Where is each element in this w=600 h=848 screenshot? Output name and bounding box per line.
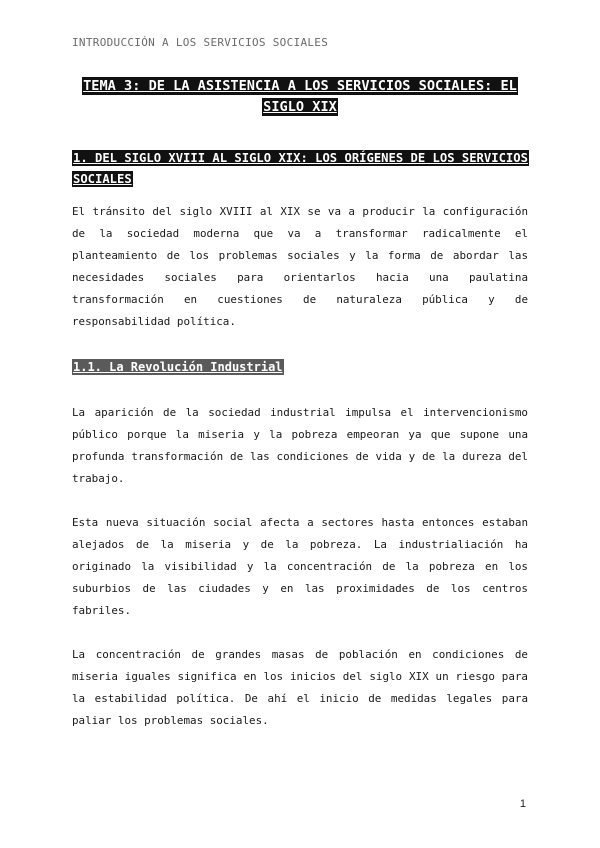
running-header: INTRODUCCIÓN A LOS SERVICIOS SOCIALES (72, 36, 329, 49)
section-paragraph: El tránsito del siglo XVIII al XIX se va a producir la configuración de la sociedad moderna que va a transformar radicalmente el planteamiento de los problemas sociales y la forma de abordar las necesidades sociales para orientarlos hacia una paulatina transformación en cuestiones de naturaleza pública y de responsabilidad política. (72, 205, 528, 328)
section-heading-text: 1. DEL SIGLO XVIII AL SIGLO XIX: LOS ORÍGENES DE LOS SERVICIOS SOCIALES (73, 151, 528, 186)
document-title-text: TEMA 3: DE LA ASISTENCIA A LOS SERVICIOS SOCIALES: EL SIGLO XIX (83, 78, 517, 115)
body-paragraph: La concentración de grandes masas de población en condiciones de miseria iguales significa en los inicios del siglo XIX un riesgo para la estabilidad política. De ahí el inicio de medidas legales para paliar los problemas sociales. (72, 648, 528, 727)
subsection-heading-text: 1.1. La Revolución Industrial (73, 360, 283, 374)
document-title (60, 76, 540, 118)
subsection-heading (72, 357, 284, 377)
section-heading (72, 148, 528, 190)
body-paragraph: La aparición de la sociedad industrial impulsa el intervencionismo público porque la miseria y la pobreza empeoran ya que supone una profunda transformación de las condiciones de vida y de la dureza del trabajo. (72, 406, 528, 485)
body-paragraph: Esta nueva situación social afecta a sectores hasta entonces estaban alejados de la miseria y de la pobreza. La industrialiación ha originado la visibilidad y la concentración de la pobreza en los suburbios de las ciudades y en las proximidades de los centros fabriles. (72, 516, 528, 617)
page-number: 1 (519, 798, 526, 810)
